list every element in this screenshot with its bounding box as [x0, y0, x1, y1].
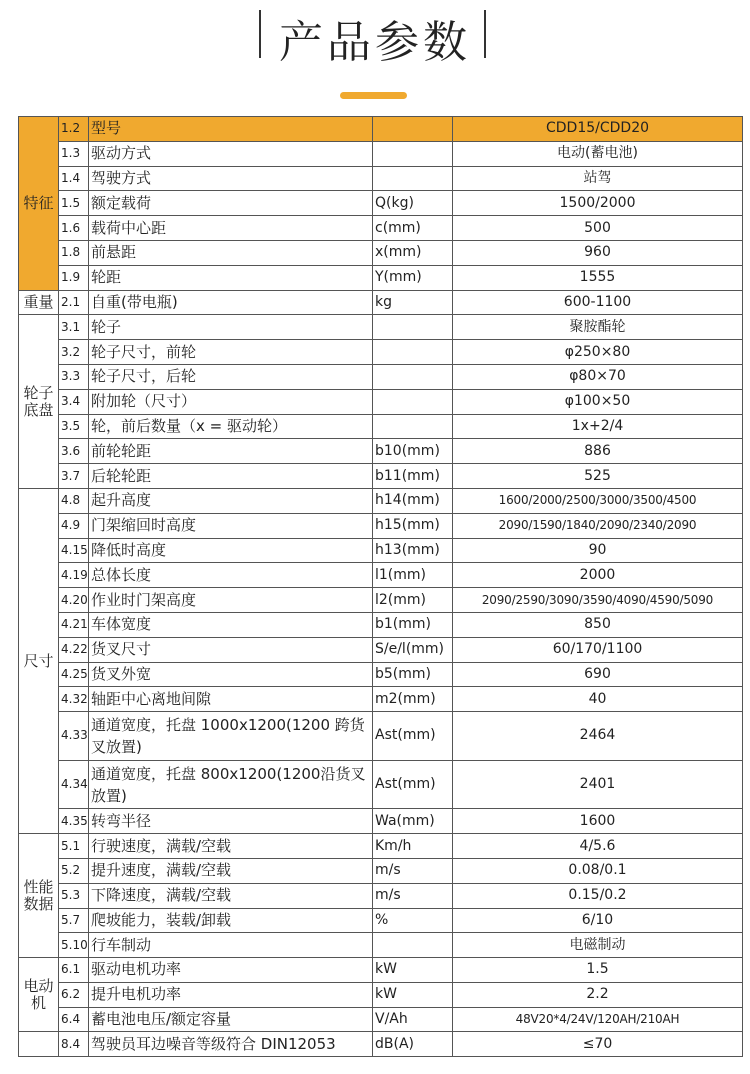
- title-section: [0, 0, 750, 110]
- param-unit: S/e/l(mm): [373, 637, 453, 662]
- row-number: 5.7: [59, 908, 89, 933]
- param-unit: [373, 315, 453, 340]
- param-name: 总体长度: [89, 563, 373, 588]
- param-unit: [373, 117, 453, 142]
- param-value: 1x+2/4: [453, 414, 743, 439]
- param-name: 轮，前后数量（x = 驱动轮）: [89, 414, 373, 439]
- row-number: 3.5: [59, 414, 89, 439]
- row-number: 3.4: [59, 389, 89, 414]
- row-number: 4.19: [59, 563, 89, 588]
- param-value: 聚胺酯轮: [453, 315, 743, 340]
- param-name: 轮子尺寸，后轮: [89, 364, 373, 389]
- table-row: [19, 760, 743, 809]
- param-name: 驾驶方式: [89, 166, 373, 191]
- table-row: [19, 439, 743, 464]
- param-value: φ80×70: [453, 364, 743, 389]
- param-value: φ250×80: [453, 340, 743, 365]
- param-value: 2401: [453, 760, 743, 809]
- table-row: [19, 216, 743, 241]
- param-unit: [373, 414, 453, 439]
- param-name: 提升速度，满载/空载: [89, 858, 373, 883]
- param-name: 蓄电池电压/额定容量: [89, 1007, 373, 1032]
- param-name: 行车制动: [89, 933, 373, 958]
- param-unit: V/Ah: [373, 1007, 453, 1032]
- row-number: 1.8: [59, 240, 89, 265]
- row-number: 6.1: [59, 958, 89, 983]
- param-unit: h13(mm): [373, 538, 453, 563]
- param-name: 货叉外宽: [89, 662, 373, 687]
- row-number: 1.3: [59, 141, 89, 166]
- table-row: [19, 1032, 743, 1057]
- param-value: 500: [453, 216, 743, 241]
- row-number: 6.2: [59, 982, 89, 1007]
- table-row: [19, 588, 743, 613]
- row-number: 3.3: [59, 364, 89, 389]
- param-value: 1555: [453, 265, 743, 290]
- param-name: 型号: [89, 117, 373, 142]
- table-row: [19, 538, 743, 563]
- param-unit: %: [373, 908, 453, 933]
- row-number: 4.15: [59, 538, 89, 563]
- param-value: 4/5.6: [453, 834, 743, 859]
- param-value: 0.08/0.1: [453, 858, 743, 883]
- param-unit: [373, 364, 453, 389]
- category-cell: 尺寸: [19, 488, 59, 833]
- row-number: 4.8: [59, 488, 89, 513]
- param-name: 前轮轮距: [89, 439, 373, 464]
- row-number: 3.6: [59, 439, 89, 464]
- page-title: 产品参数: [279, 17, 471, 68]
- row-number: 5.10: [59, 933, 89, 958]
- table-row: [19, 958, 743, 983]
- param-value: 2090/1590/1840/2090/2340/2090: [453, 513, 743, 538]
- param-value: 690: [453, 662, 743, 687]
- param-unit: b1(mm): [373, 612, 453, 637]
- param-value: 0.15/0.2: [453, 883, 743, 908]
- param-unit: m/s: [373, 858, 453, 883]
- param-name: 自重(带电瓶): [89, 290, 373, 315]
- table-row: [19, 712, 743, 761]
- table-header-row: [19, 117, 743, 142]
- param-value: 6/10: [453, 908, 743, 933]
- param-unit: [373, 340, 453, 365]
- param-name: 前悬距: [89, 240, 373, 265]
- param-value: 1600: [453, 809, 743, 834]
- row-number: 3.1: [59, 315, 89, 340]
- table-row: [19, 858, 743, 883]
- param-unit: kW: [373, 958, 453, 983]
- row-number: 5.1: [59, 834, 89, 859]
- row-number: 4.35: [59, 809, 89, 834]
- row-number: 4.9: [59, 513, 89, 538]
- param-unit: Q(kg): [373, 191, 453, 216]
- param-unit: l2(mm): [373, 588, 453, 613]
- param-value: 60/170/1100: [453, 637, 743, 662]
- param-value: 1.5: [453, 958, 743, 983]
- param-value: 600-1100: [453, 290, 743, 315]
- param-value: 48V20*4/24V/120AH/210AH: [453, 1007, 743, 1032]
- row-number: 8.4: [59, 1032, 89, 1057]
- param-unit: b11(mm): [373, 464, 453, 489]
- row-number: 3.2: [59, 340, 89, 365]
- table-row: [19, 488, 743, 513]
- category-cell: [19, 1032, 59, 1057]
- table-row: [19, 414, 743, 439]
- param-unit: Y(mm): [373, 265, 453, 290]
- row-number: 6.4: [59, 1007, 89, 1032]
- table-row: [19, 563, 743, 588]
- param-value: 90: [453, 538, 743, 563]
- param-name: 轴距中心离地间隙: [89, 687, 373, 712]
- param-value: 2000: [453, 563, 743, 588]
- table-row: [19, 513, 743, 538]
- row-number: 2.1: [59, 290, 89, 315]
- param-value: 2090/2590/3090/3590/4090/4590/5090: [453, 588, 743, 613]
- title-right-bar: [484, 10, 486, 58]
- param-name: 门架缩回时高度: [89, 513, 373, 538]
- category-cell: 轮子底盘: [19, 315, 59, 489]
- table-row: [19, 464, 743, 489]
- table-row: [19, 315, 743, 340]
- param-value: ≤70: [453, 1032, 743, 1057]
- param-value: 960: [453, 240, 743, 265]
- row-number: 4.34: [59, 760, 89, 809]
- param-value: 525: [453, 464, 743, 489]
- param-unit: m2(mm): [373, 687, 453, 712]
- table-row: [19, 933, 743, 958]
- category-cell: 重量: [19, 290, 59, 315]
- table-row: [19, 166, 743, 191]
- param-unit: l1(mm): [373, 563, 453, 588]
- table-row: [19, 364, 743, 389]
- category-cell: 性能数据: [19, 834, 59, 958]
- table-row: [19, 687, 743, 712]
- param-value: 2.2: [453, 982, 743, 1007]
- param-name: 额定载荷: [89, 191, 373, 216]
- param-value: CDD15/CDD20: [453, 117, 743, 142]
- row-number: 4.32: [59, 687, 89, 712]
- row-number: 1.4: [59, 166, 89, 191]
- row-number: 3.7: [59, 464, 89, 489]
- row-number: 5.3: [59, 883, 89, 908]
- table-row: [19, 141, 743, 166]
- table-row: [19, 662, 743, 687]
- param-name: 驱动方式: [89, 141, 373, 166]
- param-name: 货叉尺寸: [89, 637, 373, 662]
- row-number: 4.22: [59, 637, 89, 662]
- param-unit: Ast(mm): [373, 760, 453, 809]
- param-unit: Km/h: [373, 834, 453, 859]
- param-value: 40: [453, 687, 743, 712]
- table-row: [19, 834, 743, 859]
- param-value: 电磁制动: [453, 933, 743, 958]
- param-unit: b10(mm): [373, 439, 453, 464]
- row-number: 1.2: [59, 117, 89, 142]
- param-name: 起升高度: [89, 488, 373, 513]
- param-name: 通道宽度，托盘 1000x1200(1200 跨货叉放置): [89, 712, 373, 761]
- param-name: 附加轮（尺寸）: [89, 389, 373, 414]
- table-row: [19, 883, 743, 908]
- param-unit: [373, 933, 453, 958]
- param-name: 下降速度，满载/空载: [89, 883, 373, 908]
- param-name: 转弯半径: [89, 809, 373, 834]
- table-row: [19, 240, 743, 265]
- row-number: 4.33: [59, 712, 89, 761]
- table-row: [19, 290, 743, 315]
- param-value: 1600/2000/2500/3000/3500/4500: [453, 488, 743, 513]
- param-name: 爬坡能力，装载/卸载: [89, 908, 373, 933]
- param-name: 驾驶员耳边噪音等级符合 DIN12053: [89, 1032, 373, 1057]
- param-unit: Ast(mm): [373, 712, 453, 761]
- param-name: 后轮轮距: [89, 464, 373, 489]
- param-name: 驱动电机功率: [89, 958, 373, 983]
- table-row: [19, 1007, 743, 1032]
- table-row: [19, 982, 743, 1007]
- title-underline: [340, 92, 407, 99]
- param-unit: [373, 166, 453, 191]
- row-number: 4.21: [59, 612, 89, 637]
- param-unit: [373, 141, 453, 166]
- param-unit: kW: [373, 982, 453, 1007]
- param-unit: dB(A): [373, 1032, 453, 1057]
- row-number: 5.2: [59, 858, 89, 883]
- table-row: [19, 265, 743, 290]
- param-name: 作业时门架高度: [89, 588, 373, 613]
- table-row: [19, 612, 743, 637]
- category-cell: 电动机: [19, 958, 59, 1032]
- param-name: 降低时高度: [89, 538, 373, 563]
- row-number: 4.20: [59, 588, 89, 613]
- row-number: 4.25: [59, 662, 89, 687]
- table-row: [19, 809, 743, 834]
- category-cell: 特征: [19, 117, 59, 291]
- param-name: 轮子尺寸，前轮: [89, 340, 373, 365]
- param-unit: kg: [373, 290, 453, 315]
- param-unit: m/s: [373, 883, 453, 908]
- param-name: 轮距: [89, 265, 373, 290]
- param-unit: x(mm): [373, 240, 453, 265]
- param-name: 行驶速度，满载/空载: [89, 834, 373, 859]
- param-name: 提升电机功率: [89, 982, 373, 1007]
- table-row: [19, 908, 743, 933]
- param-name: 载荷中心距: [89, 216, 373, 241]
- param-unit: [373, 389, 453, 414]
- row-number: 1.5: [59, 191, 89, 216]
- param-value: 站驾: [453, 166, 743, 191]
- table-row: [19, 637, 743, 662]
- param-name: 轮子: [89, 315, 373, 340]
- param-value: 850: [453, 612, 743, 637]
- param-value: 886: [453, 439, 743, 464]
- param-value: φ100×50: [453, 389, 743, 414]
- param-unit: h15(mm): [373, 513, 453, 538]
- param-value: 电动(蓄电池): [453, 141, 743, 166]
- param-value: 1500/2000: [453, 191, 743, 216]
- spec-table: [18, 116, 743, 1057]
- param-name: 通道宽度，托盘 800x1200(1200沿货叉放置): [89, 760, 373, 809]
- table-row: [19, 340, 743, 365]
- param-name: 车体宽度: [89, 612, 373, 637]
- param-unit: c(mm): [373, 216, 453, 241]
- param-unit: b5(mm): [373, 662, 453, 687]
- table-row: [19, 191, 743, 216]
- row-number: 1.6: [59, 216, 89, 241]
- param-unit: h14(mm): [373, 488, 453, 513]
- param-unit: Wa(mm): [373, 809, 453, 834]
- table-row: [19, 389, 743, 414]
- row-number: 1.9: [59, 265, 89, 290]
- param-value: 2464: [453, 712, 743, 761]
